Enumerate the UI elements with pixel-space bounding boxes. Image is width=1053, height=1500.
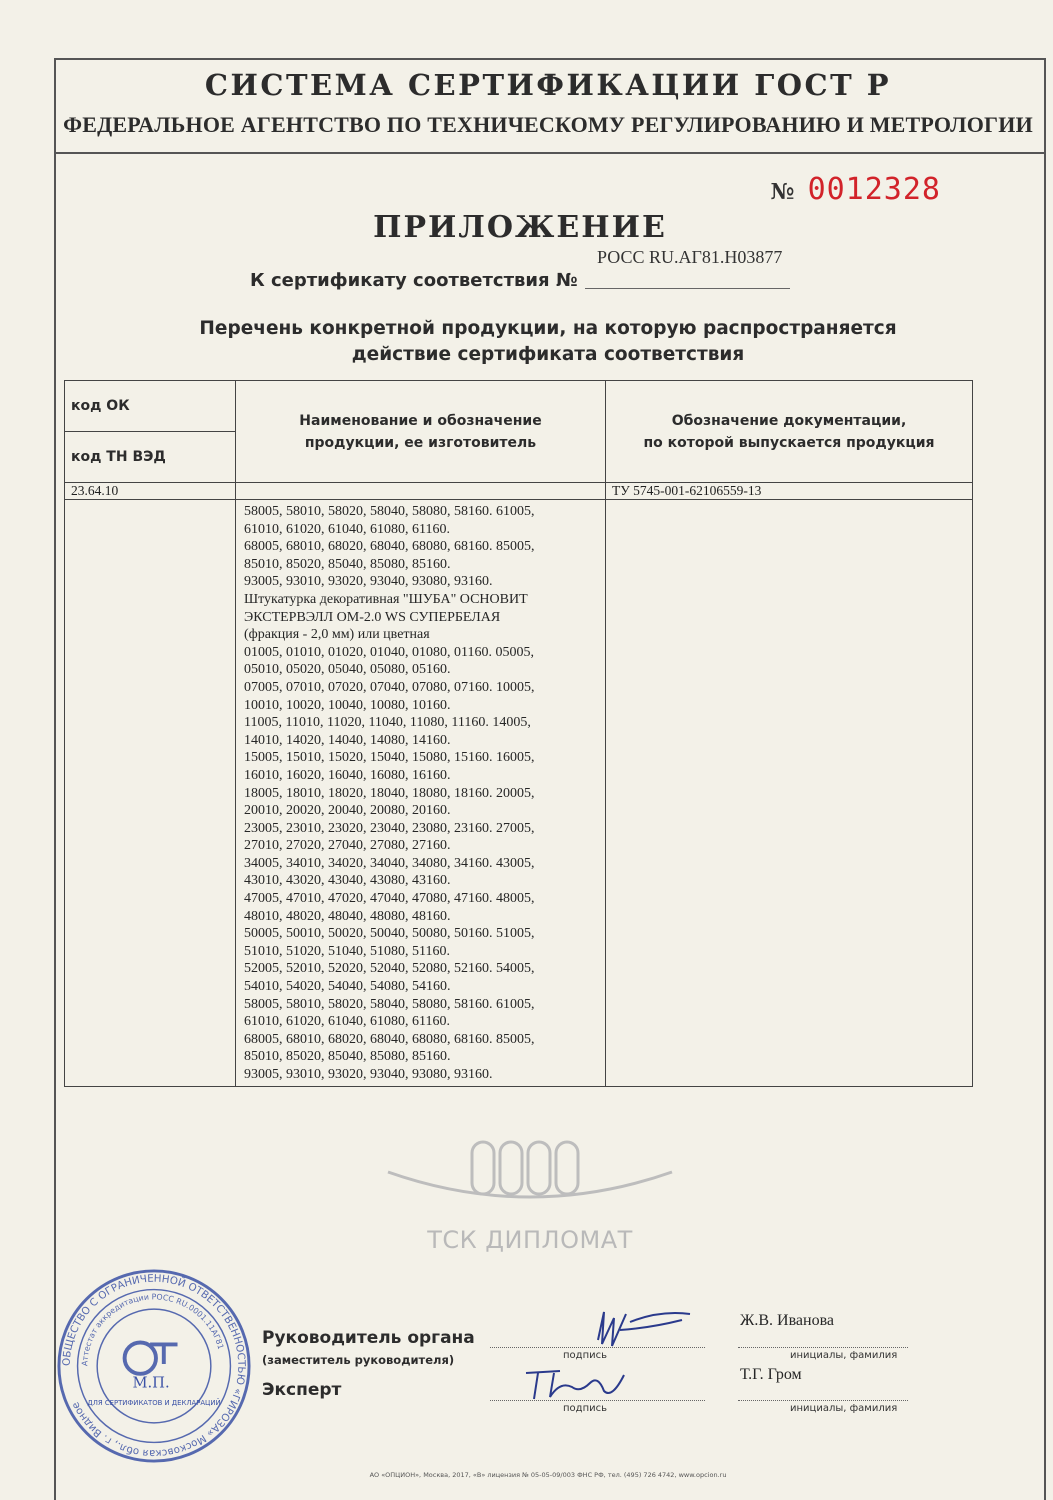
product-line: 68005, 68010, 68020, 68040, 68080, 68160. 85005, [244, 539, 535, 555]
product-line: Штукатурка декоративная "ШУБА" ОСНОВИТ [244, 591, 528, 607]
product-line: 93005, 93010, 93020, 93040, 93080, 93160. [244, 1067, 493, 1082]
product-line: 85010, 85020, 85040, 85080, 85160. [244, 1049, 451, 1065]
certificate-number-underline [585, 288, 790, 289]
stamp-mp-text: М.П. [132, 1374, 170, 1392]
product-line: (фракция - 2,0 мм) или цветная [244, 627, 430, 643]
head-name-line [738, 1347, 908, 1348]
product-table [64, 380, 973, 1087]
product-line: 51010, 51020, 51040, 51080, 51160. [244, 943, 450, 959]
head-name: Ж.В. Иванова [740, 1312, 835, 1329]
product-line: 18005, 18010, 18020, 18040, 18080, 18160. 20005, [244, 785, 535, 801]
logo-column-1 [472, 1142, 494, 1194]
product-line: 61010, 61020, 61040, 61080, 61160. [244, 1014, 450, 1030]
product-line: 93005, 93010, 93020, 93040, 93080, 93160. [244, 574, 493, 590]
table-row [65, 500, 973, 1087]
list-title-line-1: Перечень конкретной продукции, на которую распространяется [199, 318, 897, 339]
product-name-header [236, 381, 606, 483]
expert-name-line [738, 1400, 908, 1401]
product-line: ЭКСТЕРВЭЛЛ ОМ-2.0 WS СУПЕРБЕЛАЯ [244, 609, 501, 625]
deputy-label: (заместитель руководителя) [262, 1353, 455, 1367]
product-line: 43010, 43020, 43040, 43080, 43160. [244, 873, 451, 889]
product-line: 48010, 48020, 48040, 48080, 48160. [244, 908, 451, 924]
system-heading: СИСТЕМА СЕРТИФИКАЦИИ ГОСТ Р [204, 68, 892, 102]
logo-column-2 [500, 1142, 522, 1194]
product-lines [236, 503, 605, 1084]
product-line: 68005, 68010, 68020, 68040, 68080, 68160. 85005, [244, 1031, 535, 1047]
product-line: 05010, 05020, 05040, 05080, 05160. [244, 662, 451, 678]
product-line: 85010, 85020, 85040, 85080, 85160. [244, 556, 451, 572]
serial-number: 0012328 [807, 172, 941, 207]
code-ok-value: 23.64.10 [65, 483, 236, 500]
product-line: 27010, 27020, 27040, 27080, 27160. [244, 838, 451, 854]
documentation-value: ТУ 5745-001-62106559-13 [606, 483, 973, 500]
product-line: 23005, 23010, 23020, 23040, 23080, 23160. 27005, [244, 820, 535, 836]
product-line: 01005, 01010, 01020, 01040, 01080, 01160. 05005, [244, 644, 534, 660]
head-signature-caption: подпись [563, 1350, 607, 1361]
number-sign: № [770, 179, 795, 205]
product-line: 07005, 07010, 07020, 07040, 07080, 07160. 10005, [244, 679, 535, 695]
code-header-cell [65, 381, 236, 483]
logo-column-3 [528, 1142, 550, 1194]
printer-footer: АО «ОПЦИОН», Москва, 2017, «В» лицензия № 05-05-09/003 ФНС РФ, тел. (495) 726 4742, www.opcion.ru [369, 1471, 727, 1479]
documentation-empty-cell [606, 500, 973, 1087]
expert-signature [520, 1365, 630, 1405]
expert-name-caption: инициалы, фамилия [790, 1403, 898, 1414]
certificate-number: РОСС RU.АГ81.Н03877 [597, 247, 783, 267]
head-of-body-label: Руководитель органа [262, 1328, 475, 1348]
product-spacer-cell [236, 483, 606, 500]
expert-signature-line [490, 1400, 705, 1401]
product-line: 15005, 15010, 15020, 15040, 15080, 15160. 16005, [244, 750, 535, 766]
table-header-row [65, 381, 973, 483]
header-divider [54, 152, 1044, 154]
product-line: 58005, 58010, 58020, 58040, 58080, 58160. 61005, [244, 996, 535, 1012]
page-title: ПРИЛОЖЕНИЕ [373, 210, 667, 245]
product-line: 47005, 47010, 47020, 47040, 47080, 47160. 48005, [244, 891, 535, 907]
logo-column-4 [556, 1142, 578, 1194]
code-tnved-value [65, 500, 236, 1087]
product-line: 20010, 20020, 20040, 20080, 20160. [244, 803, 451, 819]
blank-number [771, 172, 941, 207]
product-line: 50005, 50010, 50020, 50040, 50080, 50160. 51005, [244, 926, 535, 942]
product-line: 14010, 14020, 14040, 14080, 14160. [244, 732, 451, 748]
logo-arc [388, 1172, 672, 1197]
list-title-line-2: действие сертификата соответствия [351, 344, 745, 365]
expert-name: Т.Г. Гром [740, 1366, 802, 1383]
head-signature-line [490, 1347, 705, 1348]
product-description-cell [236, 500, 606, 1087]
head-name-caption: инициалы, фамилия [790, 1350, 898, 1361]
product-line: 52005, 52010, 52020, 52040, 52080, 52160. 54005, [244, 961, 535, 977]
product-list-title [54, 316, 1042, 368]
product-header-line-1: Наименование и обозначение [299, 412, 542, 429]
code-ok-header: код ОК [65, 381, 235, 432]
stamp-inner-text: Аттестат аккредитации РОСС RU.0001.11АГ81 [80, 1292, 226, 1367]
product-line: 10010, 10020, 10040, 10080, 10160. [244, 697, 451, 713]
product-header-line-2: продукции, ее изготовитель [304, 434, 537, 451]
stamp-center-text: ДЛЯ СЕРТИФИКАТОВ И ДЕКЛАРАЦИЙ [87, 1399, 221, 1408]
code-tnved-header: код ТН ВЭД [71, 449, 166, 465]
product-line: 58005, 58010, 58020, 58040, 58080, 58160. 61005, [244, 504, 535, 519]
organization-stamp [56, 1268, 252, 1464]
documentation-header [606, 381, 973, 483]
expert-label: Эксперт [262, 1380, 342, 1400]
agency-heading: ФЕДЕРАЛЬНОЕ АГЕНТСТВО ПО ТЕХНИЧЕСКОМУ РЕГУЛИРОВАНИЮ И МЕТРОЛОГИИ [63, 112, 1033, 137]
doc-header-line-2: по которой выпускается продукция [643, 434, 935, 451]
product-line: 16010, 16020, 16040, 16080, 16160. [244, 767, 451, 783]
product-line: 54010, 54020, 54040, 54080, 54160. [244, 979, 451, 995]
expert-signature-caption: подпись [563, 1403, 607, 1414]
logo-text: ТСК ДИПЛОМАТ [427, 1226, 633, 1254]
product-line: 61010, 61020, 61040, 61080, 61160. [244, 521, 450, 537]
table-row [65, 483, 973, 500]
product-line: 11005, 11010, 11020, 11040, 11080, 11160. 14005, [244, 715, 531, 731]
doc-header-line-1: Обозначение документации, [671, 412, 907, 429]
certificate-label: К сертификату соответствия № [250, 270, 578, 291]
stamp-outer-text: ОБЩЕСТВО С ОГРАНИЧЕННОЙ ОТВЕТСТВЕННОСТЬЮ «ГИРОЗА» Московская обл., г. Видное [60, 1272, 248, 1460]
product-line: 34005, 34010, 34020, 34040, 34080, 34160. 43005, [244, 855, 535, 871]
